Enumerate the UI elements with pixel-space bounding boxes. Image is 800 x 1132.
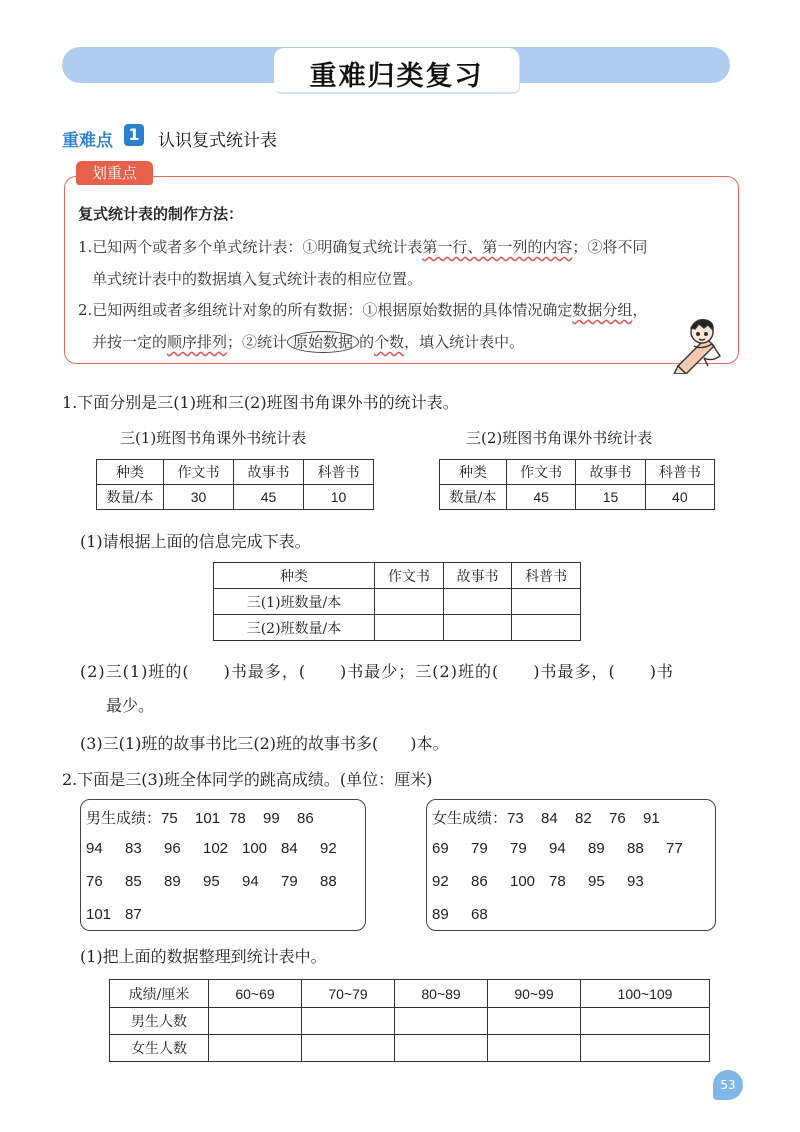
table-c-to-fill [213,562,581,641]
table-c-blank-cell[interactable] [443,589,512,615]
highlight-line-1-text: 1.已知两个或者多个单式统计表：①明确复式统计表第一行、第一列的内容；②将不同 [78,238,648,256]
table-b-header: 作文书 [507,460,576,485]
table-b-header: 种类 [440,460,507,485]
table-b [439,459,715,510]
score-value: 88 [320,873,337,890]
score-value: 78 [549,873,566,890]
score-value: 77 [666,840,683,857]
q2-table-blank-cell[interactable] [209,1035,302,1062]
q2-table-blank-cell[interactable] [581,1035,710,1062]
score-value: 89 [164,873,181,890]
highlight-line-3-text: 2.已知两组或者多组统计对象的所有数据：①根据原始数据的具体情况确定数据分组， [78,301,648,319]
page-number: 53 [713,1070,743,1100]
score-value: 82 [575,810,592,827]
boys-row-2 [86,840,359,857]
table-c-header: 故事书 [443,563,512,589]
boys-row-1 [86,807,331,828]
q1-sub3: (3)三(1)班的故事书比三(2)班的故事书多( )本。 [80,734,449,753]
score-value: 76 [609,810,626,827]
score-value: 83 [125,840,142,857]
score-value: 93 [627,873,644,890]
score-value: 79 [510,840,527,857]
table-c-header: 种类 [214,563,375,589]
key-point-label: 重难点 [62,131,113,151]
score-value: 92 [320,840,337,857]
score-value: 99 [263,810,280,827]
table-a-header: 作文书 [164,460,234,485]
highlight-line-2: 单式统计表中的数据填入复式统计表的相应位置。 [92,270,423,288]
score-value: 96 [164,840,181,857]
girls-row-1 [432,807,677,828]
table-c-row-label: 三(1)班数量/本 [214,589,375,615]
score-value: 69 [432,840,449,857]
highlight-line-4-text: 并按一定的顺序排列；②统计 原始数据 的个数，填入统计表中。 [92,333,525,351]
table-b-header: 故事书 [576,460,645,485]
score-value: 100 [510,873,536,890]
score-value: 95 [203,873,220,890]
table-a-cell: 30 [164,485,234,510]
q2-table-header: 成绩/厘米 [110,980,209,1008]
score-value: 79 [471,840,488,857]
table-b-cell: 数量/本 [440,485,507,510]
q2-table-blank-cell[interactable] [488,1008,581,1035]
boys-row-3 [86,873,359,890]
boys-scores-box [80,799,366,931]
score-value: 76 [86,873,103,890]
boys-row-4 [86,906,164,923]
girls-label: 女生成绩： [432,809,508,827]
score-value: 84 [541,810,558,827]
score-value: 87 [125,906,142,923]
table-c-header: 科普书 [512,563,581,589]
q2-table-row-label: 女生人数 [110,1035,209,1062]
score-value: 89 [588,840,605,857]
score-value: 94 [242,873,259,890]
score-value: 79 [281,873,298,890]
key-point-title: 认识复式统计表 [158,131,277,151]
score-value: 95 [588,873,605,890]
q2-table-header: 60~69 [209,980,302,1008]
boys-row-1-values [161,809,331,827]
highlight-heading: 复式统计表的制作方法： [78,205,244,223]
q2-table-blank-cell[interactable] [488,1035,581,1062]
highlight-line-3 [78,299,647,320]
table-c-row-label: 三(2)班数量/本 [214,615,375,641]
girls-scores-box [426,799,716,931]
q1-sub1: (1)请根据上面的信息完成下表。 [80,532,311,551]
score-value: 100 [242,840,268,857]
table-b-cell: 45 [507,485,576,510]
score-value: 73 [507,810,524,827]
highlight-tag: 划重点 [76,161,153,185]
score-value: 92 [432,873,449,890]
q1-sub2-line1: (2)三(1)班的( )书最多，( )书最少；三(2)班的( )书最多，( )书 [80,662,674,681]
girls-row-2 [432,840,705,857]
table-a-caption: 三(1)班图书角课外书统计表 [120,429,307,447]
score-value: 84 [281,840,298,857]
q1-prompt: 1.下面分别是三(1)班和三(2)班图书角课外书的统计表。 [62,393,459,412]
q2-prompt: 2.下面是三(3)班全体同学的跳高成绩。(单位：厘米) [62,770,433,789]
q2-table-header: 80~89 [395,980,488,1008]
score-value: 75 [161,810,178,827]
q2-table-header: 70~79 [302,980,395,1008]
highlight-line-4 [92,331,524,352]
girls-row-1-values [507,809,677,827]
table-c-blank-cell[interactable] [443,615,512,641]
table-b-header: 科普书 [645,460,714,485]
score-value: 85 [125,873,142,890]
table-c-blank-cell[interactable] [512,589,581,615]
table-a-header: 故事书 [234,460,304,485]
table-b-cell: 15 [576,485,645,510]
q2-table-header: 100~109 [581,980,710,1008]
q2-table-blank-cell[interactable] [302,1008,395,1035]
score-value: 94 [549,840,566,857]
page-title: 重难归类复习 [309,61,484,92]
table-a-header: 科普书 [304,460,374,485]
score-value: 89 [432,906,449,923]
q2-table-blank-cell[interactable] [395,1008,488,1035]
score-value: 102 [203,840,229,857]
q2-table-row-label: 男生人数 [110,1008,209,1035]
score-value: 86 [297,810,314,827]
score-value: 91 [643,810,660,827]
table-c-blank-cell[interactable] [375,589,444,615]
score-value: 88 [627,840,644,857]
q2-table-to-fill [109,979,710,1062]
q1-sub2-line2: 最少。 [106,696,155,715]
score-value: 68 [471,906,488,923]
table-c-header: 作文书 [375,563,444,589]
score-value: 101 [86,906,112,923]
table-a [96,459,374,510]
score-value: 101 [195,810,221,827]
q2-sub1: (1)把上面的数据整理到统计表中。 [80,947,327,966]
table-c-blank-cell[interactable] [375,615,444,641]
highlight-line-1 [78,236,647,257]
q2-table-header: 90~99 [488,980,581,1008]
boys-label: 男生成绩： [86,809,162,827]
q2-table-blank-cell[interactable] [395,1035,488,1062]
table-a-cell: 45 [234,485,304,510]
table-a-header: 种类 [97,460,164,485]
table-a-cell: 10 [304,485,374,510]
table-b-cell: 40 [645,485,714,510]
table-c-blank-cell[interactable] [512,615,581,641]
girls-row-3 [432,873,666,890]
table-b-caption: 三(2)班图书角课外书统计表 [466,429,653,447]
score-value: 94 [86,840,103,857]
q2-table-blank-cell[interactable] [581,1008,710,1035]
q2-table-blank-cell[interactable] [209,1008,302,1035]
score-value: 86 [471,873,488,890]
key-point-number: 1 [124,124,144,146]
q2-table-blank-cell[interactable] [302,1035,395,1062]
student-mascot-icon [668,316,728,374]
table-a-cell: 数量/本 [97,485,164,510]
girls-row-4 [432,906,510,923]
score-value: 78 [229,810,246,827]
